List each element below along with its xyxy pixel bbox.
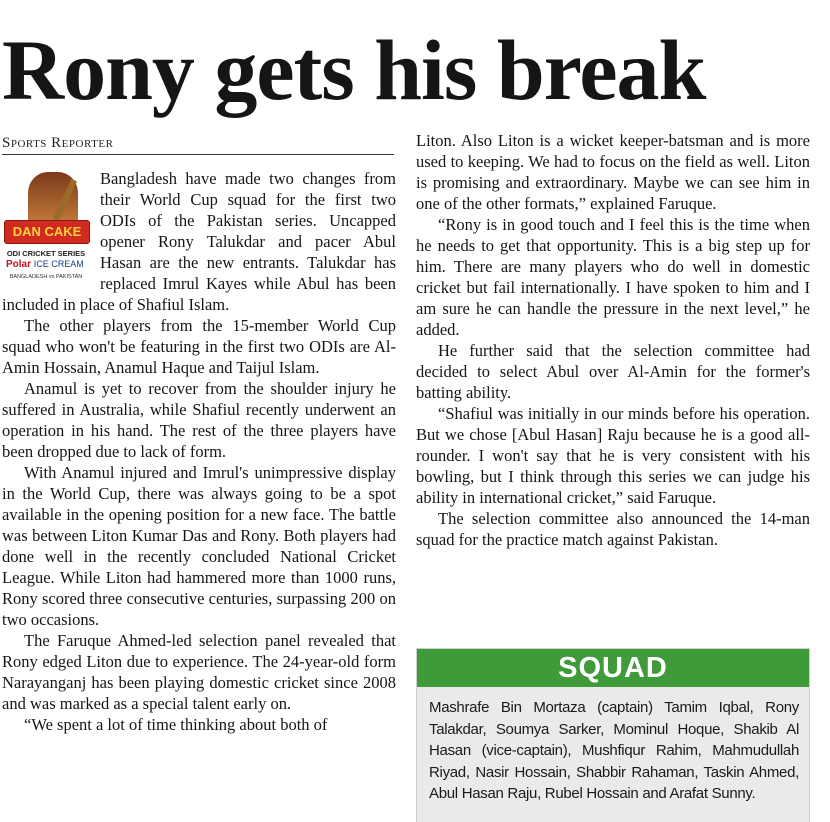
article-right-column [416,130,810,550]
logo-sponsor-suffix: ICE CREAM [33,259,84,269]
logo-brand: DAN CAKE [4,220,90,244]
squad-title: SQUAD [417,649,809,687]
paragraph: The other players from the 15-member World Cup squad who won't be featuring in the first two ODIs are Al-Amin Hossain, Anamul Haque and Taijul Islam. [2,316,396,377]
paragraph: Bangladesh have made two changes from their World Cup squad for the first two ODIs of the Pakistan series. Uncapped opener Rony Talukdar and pacer Abul Hasan are the new entrants. Talukdar has replaced Imrul Kayes while Abul has been included in place of Shafiul Islam. [2,169,396,314]
squad-players: Mashrafe Bin Mortaza (captain) Tamim Iqbal, Rony Talakdar, Soumya Sarker, Mominul Hoque, Shakib Al Hasan (vice-captain), Mushfiqur Rahim, Mahmudullah Riyad, Nasir Hossain, Shabbir Rahaman, Taskin Ahmed, Abul Hasan Raju, Rubel Hossain and Arafat Sunny. [429,699,799,802]
paragraph: The Faruque Ahmed-led selection panel revealed that Rony edged Liton due to experience. The 24-year-old form Narayanganj has been playing domestic cricket since 2008 and was marked as a special talent early on. [2,631,396,713]
squad-box [416,648,810,822]
paragraph: With Anamul injured and Imrul's unimpressive display in the World Cup, there was always going to be a spot available in the opening position for a new face. The battle was between Liton Kumar Das and Rony. Both players had done well in the recently concluded National Cricket League. While Liton had hammered more than 1000 runs, Rony scored three consecutive centuries, surpassing 200 on two occasions. [2,463,396,629]
paragraph: Liton. Also Liton is a wicket keeper-batsman and is more used to keeping. We had to focus on the field as well. Liton is promising and extraordinary. Maybe we can see him in one of the other formats,” explained Faruque. [416,131,810,213]
paragraph: Anamul is yet to recover from the shoulder injury he suffered in Australia, while Shafiul recently underwent an operation in his hand. The rest of the three players have been dropped due to lack of form. [2,379,396,461]
headline: Rony gets his break [2,22,706,118]
paragraph: “Shafiul was initially in our minds before his operation. But we chose [Abul Hasan] Raju because he is a good all-rounder. I won't say that he is very consistent with his bowling, but I think through this series we can judge his ability in international cricket,” said Faruque. [416,404,810,507]
paragraph: “We spent a lot of time thinking about both of [24,715,328,734]
logo-teams: BANGLADESH vs PAKISTAN [9,274,83,280]
paragraph: He further said that the selection committee had decided to select Abul over Al-Amin for the former's batting ability. [416,341,810,402]
logo-sponsor-name: Polar [6,259,32,270]
byline: Sports Reporter [2,134,394,155]
paragraph: The selection committee also announced the 14-man squad for the practice match against Pakistan. [416,509,810,549]
logo-series: ODI CRICKET SERIES [6,249,86,258]
article-left-column [2,168,396,735]
paragraph: “Rony is in good touch and I feel this is the time when he needs to get that opportunity. This is a big step up for him. There are many players who do well in domestic cricket but fail internationally. I have spoken to him and I am sure he can handle the pressure in the next level,” he added. [416,215,810,339]
sponsor-logo [2,172,92,280]
